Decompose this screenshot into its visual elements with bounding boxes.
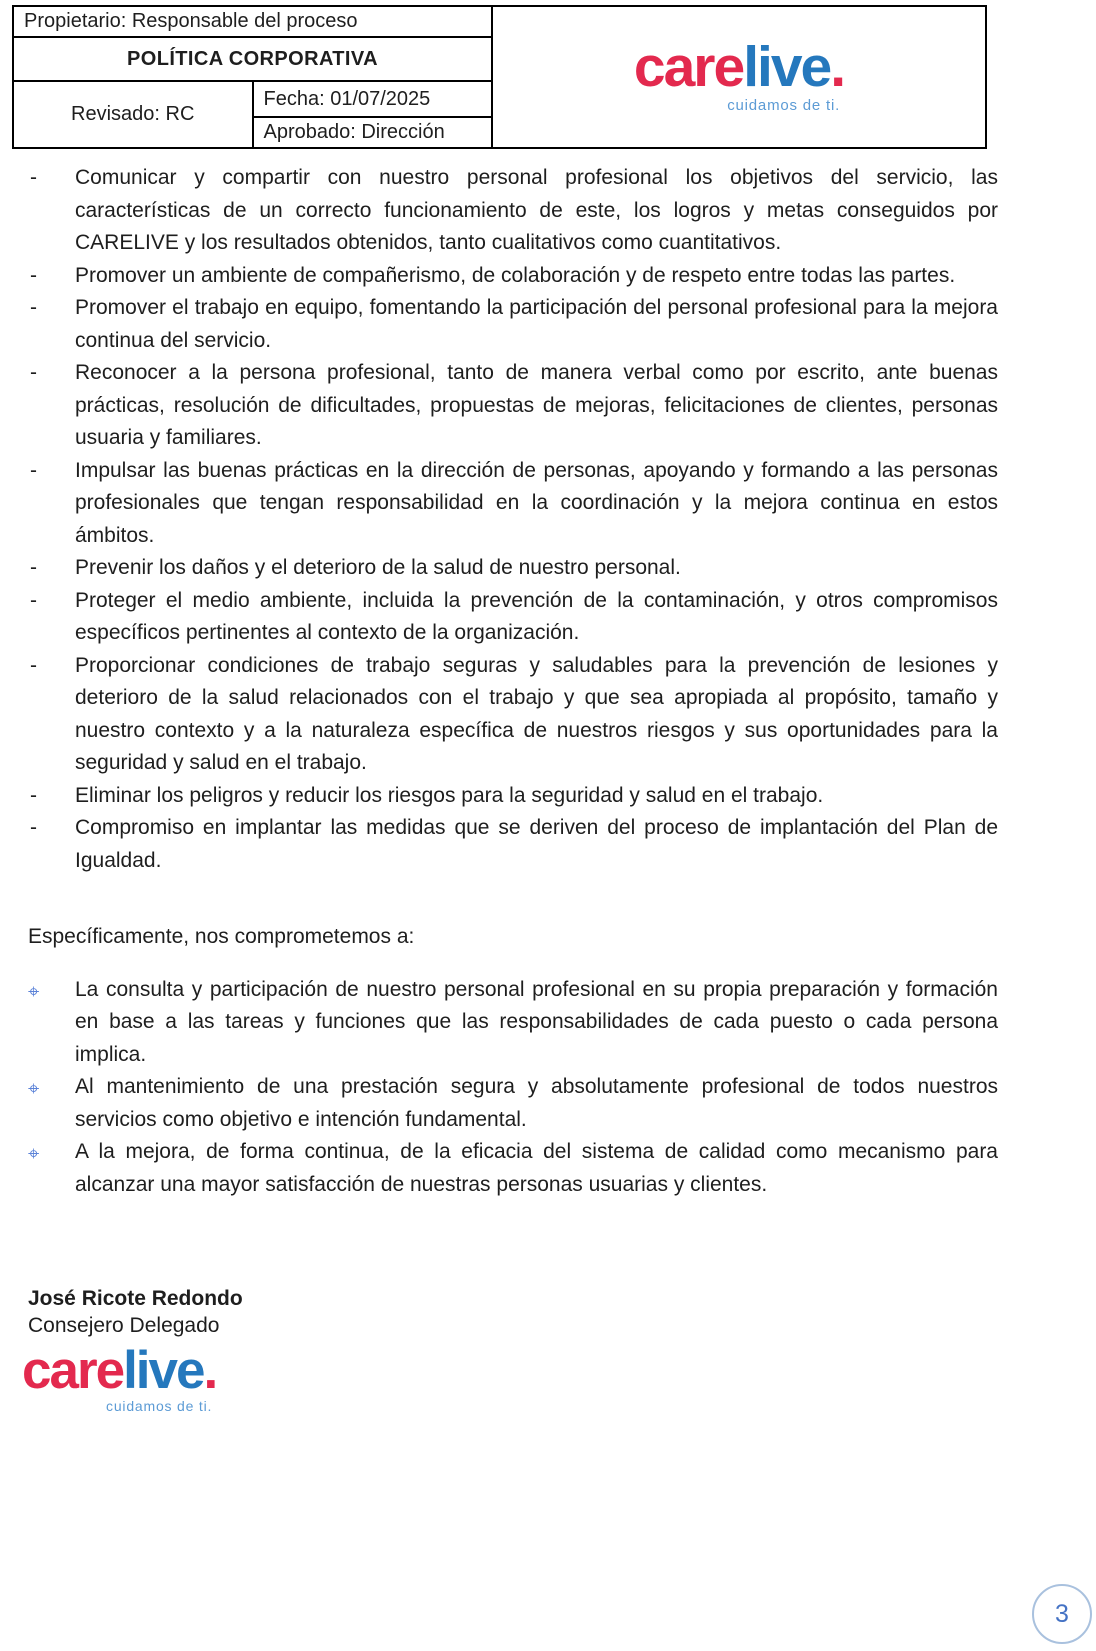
policy-bullet-item: [28, 260, 998, 293]
page-number: 3: [1055, 1599, 1069, 1628]
header-approved-cell: Aprobado: Dirección: [253, 117, 493, 148]
policy-bullet-item: [28, 162, 998, 260]
dash-bullet: -: [30, 361, 37, 384]
dash-bullet: -: [30, 653, 37, 677]
policy-bullet-item: [28, 585, 998, 650]
commitment-bullet-text: A la mejora, de forma continua, de la eficacia del sistema de calidad como mecanismo para alcanzar una mayor satisfacción de nuestras personas usuarias y clientes.: [75, 1140, 998, 1196]
header-logo-cell: [492, 6, 986, 148]
policy-bullet-item: [28, 780, 998, 813]
dash-bullet: -: [30, 296, 37, 319]
logo-dot: .: [203, 1341, 217, 1400]
dash-bullet: -: [30, 458, 37, 482]
policy-bullet-item: [28, 292, 998, 357]
carelive-logo-footer: [22, 1341, 217, 1414]
policy-bullet-text: Compromiso en implantar las medidas que se deriven del proceso de implantación del Plan de Igualdad.: [75, 816, 998, 872]
policy-bullet-text: Impulsar las buenas prácticas en la dirección de personas, apoyando y formando a las personas profesionales que tengan responsabilidad en la coordinación y la mejora continua en estos ámbitos.: [75, 458, 998, 547]
document-header-table: [12, 5, 987, 149]
logo-care-text: care: [22, 1341, 124, 1400]
diamond-cross-bullet-icon: ⌖: [28, 978, 40, 1003]
policy-bullet-text: Proporcionar condiciones de trabajo seguras y saludables para la prevención de lesiones y deterioro de la salud relacionados con el trabajo y que sea apropiada al propósito, tamaño y nuestro contexto y a la naturaleza específica de nuestros riesgos y sus oportunidades para la seguridad y salud en el trabajo.: [75, 653, 998, 774]
commitment-bullet-item: [28, 1136, 998, 1201]
logo-care-text: care: [633, 34, 744, 99]
page-number-badge: [1032, 1584, 1092, 1644]
header-date-cell: Fecha: 01/07/2025: [253, 81, 493, 117]
policy-bullet-item: [28, 455, 998, 553]
carelive-logo-wordmark: [22, 1341, 217, 1400]
carelive-logo-wordmark: [633, 34, 845, 99]
dash-bullet: -: [30, 816, 37, 839]
commitments-intro: Específicamente, nos comprometemos a:: [28, 925, 415, 948]
policy-bullet-item: [28, 357, 998, 455]
policy-bullet-item: [28, 812, 998, 877]
commitment-bullet-text: La consulta y participación de nuestro personal profesional en su propia preparación y formación en base a las tareas y funciones que las responsabilidades de cada puesto o cada persona implica.: [75, 977, 998, 1066]
diamond-cross-bullet-icon: ⌖: [28, 1141, 40, 1165]
policy-bullet-text: Promover un ambiente de compañerismo, de colaboración y de respeto entre todas las partes.: [75, 263, 956, 287]
signer-role: Consejero Delegado: [28, 1314, 220, 1337]
dash-bullet: -: [30, 166, 37, 189]
policy-bullet-item: [28, 552, 998, 585]
document-title: POLÍTICA CORPORATIVA: [13, 37, 492, 81]
logo-live-text: live: [123, 1341, 204, 1400]
dash-bullet: -: [30, 556, 37, 579]
logo-dot: .: [830, 34, 845, 99]
signature-logo-wrap: [22, 1341, 998, 1422]
signature-block: [22, 1285, 998, 1422]
logo-live-text: live: [743, 34, 831, 99]
commitment-bullet-text: Al mantenimiento de una prestación segura y absolutamente profesional de todos nuestros servicios como objetivo e intención fundamental.: [75, 1075, 998, 1131]
policy-bullet-list: [28, 162, 998, 877]
diamond-cross-bullet-icon: ⌖: [28, 1076, 40, 1100]
policy-bullet-text: Prevenir los daños y el deterioro de la salud de nuestro personal.: [75, 556, 681, 579]
policy-bullet-text: Comunicar y compartir con nuestro personal profesional los objetivos del servicio, las características de un correcto funcionamiento de este, los logros y metas conseguidos por CARELIVE y los resultados obtenidos, tanto cualitativos como cuantitativos.: [75, 166, 998, 254]
policy-bullet-text: Reconocer a la persona profesional, tanto de manera verbal como por escrito, ante buenas prácticas, resolución de dificultades, propuestas de mejoras, felicitaciones de clientes, personas usuaria y familiares.: [75, 361, 998, 449]
dash-bullet: -: [30, 783, 37, 807]
carelive-logo: [633, 34, 845, 114]
policy-bullet-text: Eliminar los peligros y reducir los riesgos para la seguridad y salud en el trabajo.: [75, 783, 824, 807]
logo-tagline: cuidamos de ti.: [727, 96, 841, 114]
policy-bullet-text: Proteger el medio ambiente, incluida la prevención de la contaminación, y otros compromisos específicos pertinentes al contexto de la organización.: [75, 588, 998, 644]
policy-bullet-item: [28, 650, 998, 780]
document-body: [22, 162, 998, 1422]
header-revised-cell: Revisado: RC: [13, 81, 253, 148]
signer-name: José Ricote Redondo: [28, 1287, 243, 1310]
logo-tagline: cuidamos de ti.: [106, 1398, 213, 1414]
dash-bullet: -: [30, 588, 37, 612]
dash-bullet: -: [30, 263, 37, 287]
commitment-bullet-item: [28, 974, 998, 1072]
header-owner-cell: Propietario: Responsable del proceso: [13, 6, 492, 37]
commitment-bullet-list: [28, 974, 998, 1202]
commitment-bullet-item: [28, 1071, 998, 1136]
policy-bullet-text: Promover el trabajo en equipo, fomentando la participación del personal profesional para la mejora continua del servicio.: [75, 296, 998, 352]
